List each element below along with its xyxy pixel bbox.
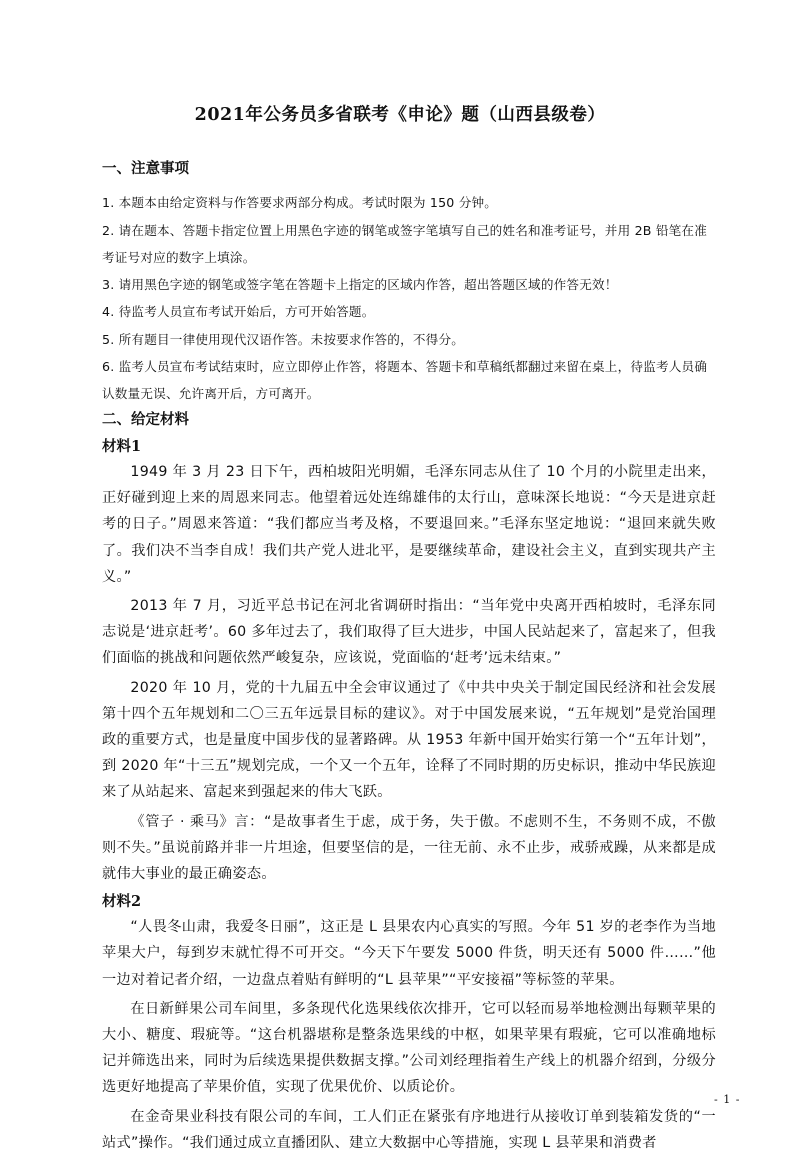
note-item: 4. 待监考人员宣布考试开始后，方可开始答题。 (102, 304, 375, 319)
material-paragraph: 2013 年 7 月，习近平总书记在河北省调研时指出：“当年党中央离开西柏坡时，毛泽东同志说是‘进京赶考’。60 多年过去了，我们取得了巨大进步，中国人民站起来了，富起来了，但我们面临的挑战和问题依然严峻复杂，应该说，党面临的‘赶考’远未结束。” (102, 598, 716, 667)
material-paragraph: 1949 年 3 月 23 日下午，西柏坡阳光明媚，毛泽东同志从住了 10 个月的小院里走出来，正好碰到迎上来的周恩来同志。他望着远处连绵雄伟的太行山，意味深长地说：“今天是进京赶考的日子。”周恩来答道：“我们都应当考及格，不要退回来。”毛泽东坚定地说：“退回来就失败了。我们决不当李自成！我们共产党人进北平，是要继续革命，建设社会主义，直到实现共产主义。” (102, 464, 716, 585)
note-item: 3. 请用黑色字迹的钢笔或签字笔在答题卡上指定的区域内作答，超出答题区域的作答无效！ (102, 276, 618, 292)
material-paragraph: 在金奇果业科技有限公司的车间，工人们正在紧张有序地进行从接收订单到装箱发货的“一站式”操作。“我们通过成立直播团队、建立大数据中心等措施，实现 L 县苹果和消费者 (102, 1108, 716, 1151)
material-paragraph: 在日新鲜果公司车间里，多条现代化选果线依次排开，它可以轻而易举地检测出每颗苹果的大小、糖度、瑕疵等。“这台机器堪称是整条选果线的中枢，如果苹果有瑕疵，它可以准确地标记并筛选出来，同时为后续选果提供数据支撑。”公司刘经理指着生产线上的机器介绍到，分级分选更好地提高了苹果价值，实现了优果优价、以质论价。 (102, 1000, 716, 1096)
material-paragraph: 《管子 · 乘马》言：“是故事者生于虑，成于务，失于傲。不虑则不生，不务则不成，不傲则不失。”虽说前路并非一片坦途，但要坚信的是，一往无前、永不止步，戒骄戒躁，从来都是成就伟大事业的最正确姿态。 (102, 813, 716, 883)
note-item: 5. 所有题目一律使用现代汉语作答。未按要求作答的，不得分。 (102, 331, 465, 347)
material-paragraph: 2020 年 10 月，党的十九届五中全会审议通过了《中共中央关于制定国民经济和社会发展第十四个五年规划和二〇三五年远景目标的建议》。对于中国发展来说，“五年规划”是党治国理政的重要方式，也是量度中国步伐的显著路碑。从 1953 年新中国开始实行第一个“五年计划”，到 2020 年“十三五”规划完成，一个又一个五年，诠释了不同时期的历史标识，推动中华民族迎来了从站起来、富起来到强起来的伟大飞跃。 (102, 679, 716, 801)
material-label: 材料2 (102, 893, 142, 911)
page-number: - 1 - (714, 1093, 741, 1106)
material-label: 材料1 (102, 438, 142, 455)
section-heading-materials: 二、给定材料 (102, 411, 189, 428)
note-item: 2. 请在题本、答题卡指定位置上用黑色字迹的钢笔或签字笔填写自己的姓名和准考证号，并用 2B 铅笔在准考证号对应的数字上填涂。 (102, 222, 708, 265)
document-body (102, 159, 716, 1159)
material-paragraph: “人畏冬山肃，我爱冬日丽”，这正是 L 县果农内心真实的写照。今年 51 岁的老李作为当地苹果大户，每到岁末就忙得不可开交。“今天下午要发 5000 件货，明天还有 5000 件……”他一边对着记者介绍，一边盘点着贴有鲜明的“L 县苹果”“平安接福”等标签的苹果。 (102, 919, 716, 988)
section-heading-notes: 一、注意事项 (102, 160, 189, 177)
page-title: 2021年公务员多省联考《申论》题（山西县级卷） (194, 105, 606, 125)
note-item: 1. 本题本由给定资料与作答要求两部分构成。考试时限为 150 分钟。 (102, 195, 498, 210)
note-item: 6. 监考人员宣布考试结束时，应立即停止作答，将题本、答题卡和草稿纸都翻过来留在桌上，待监考人员确认数量无误、允许离开后，方可离开。 (102, 359, 708, 401)
